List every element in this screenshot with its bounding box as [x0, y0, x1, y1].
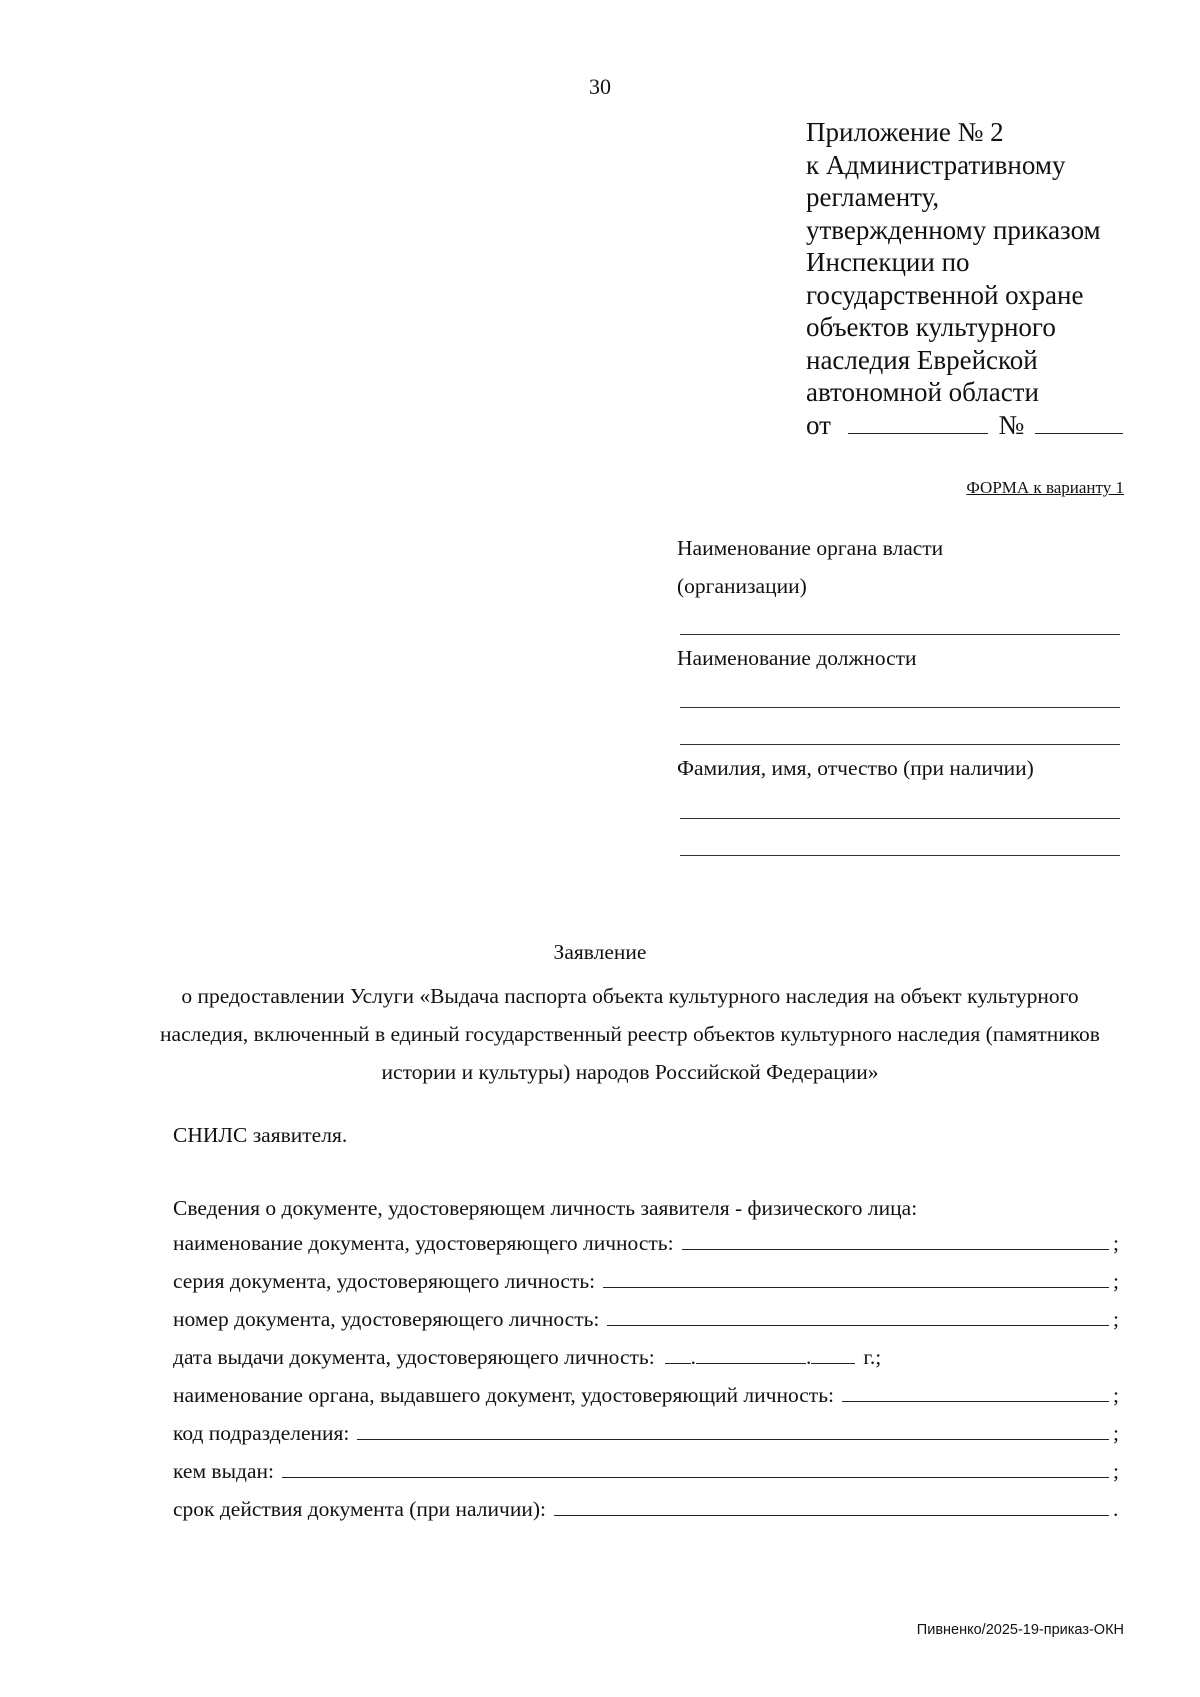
field-label: наименование документа, удостоверяющего личность: — [173, 1231, 674, 1255]
field-label: дата выдачи документа, удостоверяющего личность: — [173, 1345, 655, 1369]
field-blank — [682, 1249, 1109, 1250]
field-label: кем выдан: — [173, 1459, 274, 1483]
page-number: 30 — [589, 74, 611, 99]
day-blank — [665, 1363, 691, 1364]
fio-label: Фамилия, имя, отчество (при наличии) — [677, 756, 1034, 780]
field-end: ; — [1113, 1459, 1119, 1483]
authority-label: Наименование органа власти — [677, 536, 944, 560]
field-label: срок действия документа (при наличии): — [173, 1497, 546, 1521]
year-blank — [811, 1363, 855, 1364]
field-blank — [282, 1477, 1109, 1478]
number-sign: № — [998, 409, 1025, 440]
validity-field — [173, 1492, 1123, 1522]
appendix-line: утвержденному приказом — [806, 214, 1101, 245]
date-blank — [848, 413, 988, 434]
division-code-field — [173, 1416, 1123, 1446]
appendix-line: объектов культурного — [806, 312, 1056, 342]
position-line — [680, 744, 1120, 745]
date-dot: . — [806, 1345, 812, 1369]
form-variant-label: ФОРМА к варианту 1 — [966, 478, 1124, 497]
month-blank — [696, 1363, 806, 1364]
position-line — [680, 707, 1120, 708]
series-field — [173, 1264, 1123, 1294]
document-id-footer: Пивненко/2025-19-приказ-ОКН — [916, 1622, 1124, 1638]
snils-label: СНИЛС заявителя. — [173, 1123, 348, 1147]
statement-title: Заявление — [553, 940, 647, 964]
field-label: наименование органа, выдавшего документ, удостоверяющий личность: — [173, 1383, 834, 1407]
appendix-date-line — [806, 409, 1146, 442]
field-end: ; — [1113, 1421, 1119, 1445]
issuer-field — [173, 1378, 1123, 1408]
field-end: ; — [1113, 1307, 1119, 1331]
appendix-line: регламенту, — [806, 182, 940, 212]
field-end: ; — [1113, 1269, 1119, 1293]
number-field — [173, 1302, 1123, 1332]
appendix-line: наследия Еврейской — [806, 344, 1038, 375]
field-end: ; — [1113, 1383, 1119, 1407]
authority-label-cont: (организации) — [677, 574, 807, 598]
field-blank — [607, 1325, 1109, 1326]
appendix-line: автономной области — [806, 377, 1039, 407]
authority-line — [680, 634, 1120, 635]
field-label: номер документа, удостоверяющего личность: — [173, 1307, 600, 1331]
appendix-line: Инспекции по — [806, 247, 970, 277]
field-label: код подразделения: — [173, 1421, 350, 1445]
year-suffix: г.; — [863, 1345, 882, 1369]
appendix-header — [806, 116, 1146, 441]
field-end: . — [1113, 1497, 1119, 1521]
date-prefix: от — [806, 409, 831, 440]
field-blank — [842, 1401, 1109, 1402]
appendix-line: государственной охране — [806, 279, 1084, 310]
appendix-line: Приложение № 2 — [806, 117, 1004, 147]
field-blank — [554, 1515, 1109, 1516]
field-blank — [357, 1439, 1109, 1440]
number-blank — [1035, 413, 1123, 434]
field-end: ; — [1113, 1231, 1119, 1255]
appendix-line: к Административному — [806, 149, 1066, 180]
field-label: серия документа, удостоверяющего личность: — [173, 1269, 596, 1293]
date-dot: . — [690, 1345, 697, 1369]
issue-date-field — [173, 1340, 881, 1370]
issued-by-field — [173, 1454, 1123, 1484]
field-blank — [603, 1287, 1109, 1288]
statement-subject: о предоставлении Услуги «Выдача паспорта объекта культурного наследия на объект культурного наследия, включенный в единый государственный реестр объектов культурного наследия (памятников истории и культуры) народов Российской Федерации» — [160, 984, 1100, 1084]
fio-line — [680, 818, 1120, 819]
doc-name-field — [173, 1226, 1123, 1256]
identity-heading: Сведения о документе, удостоверяющем личность заявителя - физического лица: — [173, 1196, 918, 1220]
fio-line — [680, 855, 1120, 856]
position-label: Наименование должности — [677, 646, 917, 670]
